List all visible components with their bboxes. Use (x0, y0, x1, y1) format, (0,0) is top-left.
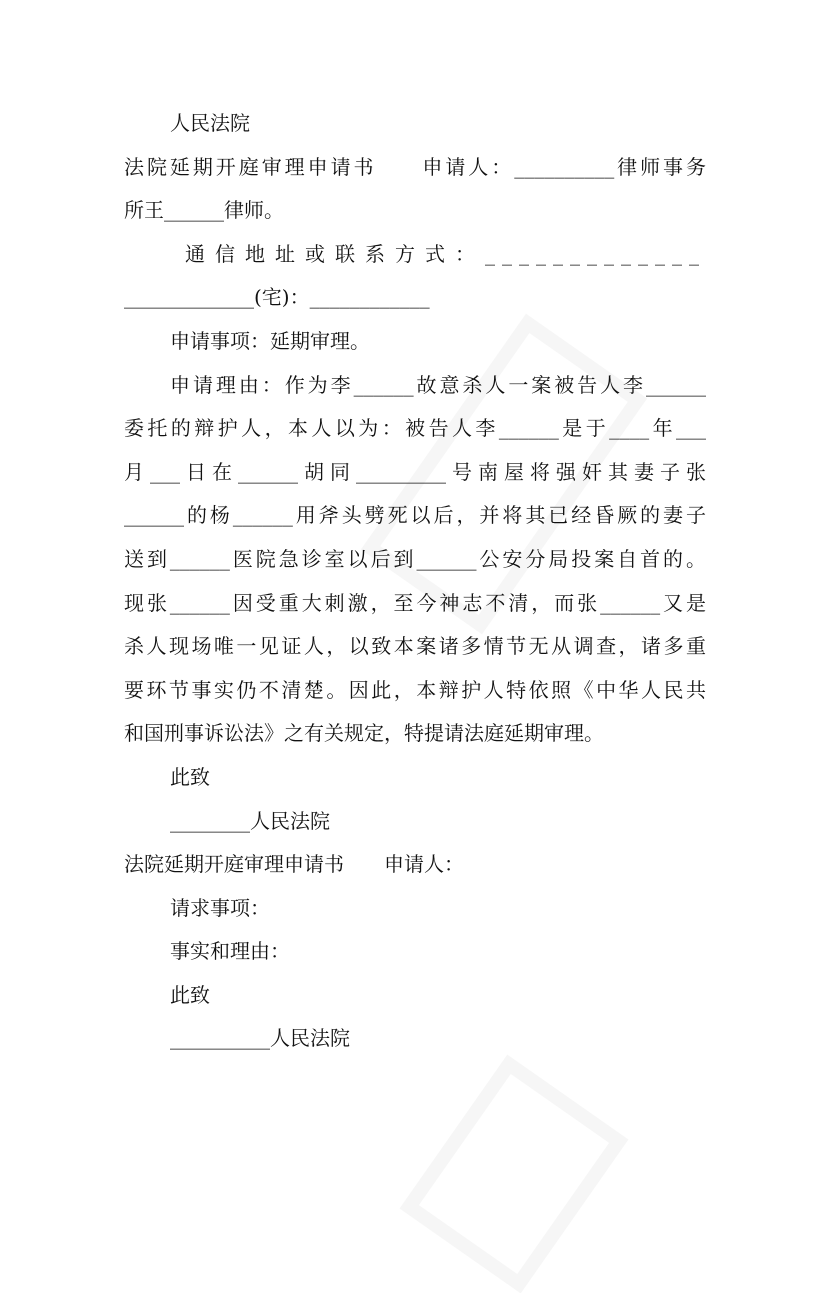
title-applicant-line-2: 法院延期开庭审理申请书 申请人： (124, 852, 464, 877)
reason-paragraph-line: 现张______因受重大刺激，至今神志不清，而张______又是 (124, 590, 706, 615)
addressee-court-line: ________人民法院 (170, 808, 330, 833)
reason-paragraph-line: 委托的辩护人，本人以为：被告人李______是于____年___ (124, 416, 706, 441)
salutation-line-2: 此致 (170, 982, 210, 1007)
claims-line: 请求事项： (170, 895, 270, 920)
court-name-line: 人民法院 (170, 111, 250, 135)
reason-paragraph-line: 月___日在______胡同_________号南屋将强奸其妻子张 (124, 459, 706, 484)
request-item-line: 申请事项：延期审理。 (170, 328, 370, 353)
contact-line: 通信地址或联系方式：_____________ (185, 241, 706, 266)
reason-paragraph-line: 和国刑事诉讼法》之有关规定，特提请法庭延期审理。 (124, 721, 604, 746)
reason-paragraph-line: 申请理由：作为李______故意杀人一案被告人李______ (170, 372, 706, 397)
reason-paragraph-line: 杀人现场唯一见证人，以致本案诸多情节无从调查，诸多重 (124, 634, 706, 659)
facts-reasons-line: 事实和理由： (170, 939, 290, 964)
title-applicant-line: 法院延期开庭审理申请书 申请人：__________律师事务 (124, 154, 706, 179)
reason-paragraph-line: 要环节事实仍不清楚。因此，本辩护人特依照《中华人民共 (124, 677, 706, 702)
contact-home-line: _____________(宅)：____________ (124, 285, 430, 310)
reason-paragraph-line: 送到______医院急诊室以后到______公安分局投案自首的。 (124, 546, 706, 571)
reason-paragraph-line: ______的杨______用斧头劈死以后，并将其已经昏厥的妻子 (124, 503, 706, 528)
document-body (124, 102, 706, 1061)
addressee-court-line-2: __________人民法院 (170, 1026, 350, 1051)
salutation-line: 此致 (170, 764, 210, 789)
lawyer-line: 所王______律师。 (124, 198, 284, 223)
